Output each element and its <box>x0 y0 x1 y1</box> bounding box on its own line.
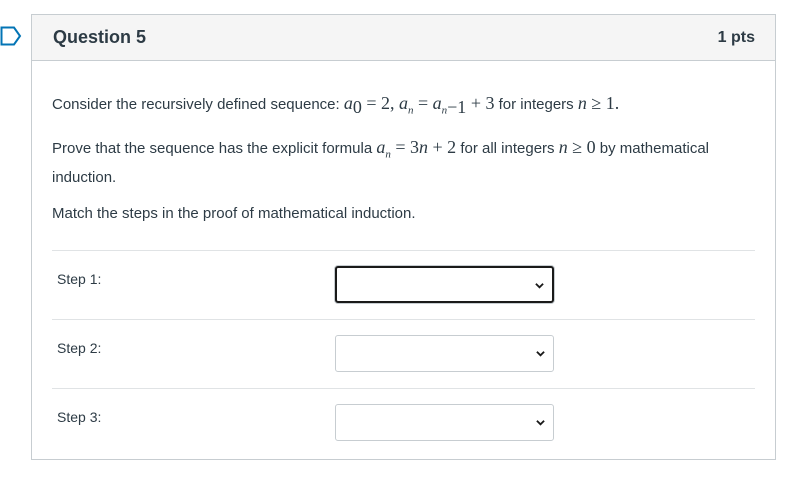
question-paragraph-1: Consider the recursively defined sequence: $a_0 = 2$, $a_n = a_{n-1} + 3$ for integers n ≥ 1. <box>52 93 620 117</box>
question-paragraph-2: Prove that the sequence has the explicit formula $a_n = 3n + 2$ for all integers n ≥ 0 by mathematical induction. <box>52 136 709 187</box>
steps-list <box>52 250 755 457</box>
question-paragraph-3: Match the steps in the proof of mathematical induction. <box>52 205 416 223</box>
question-title: Question 5 <box>53 27 147 47</box>
question-body <box>32 61 775 457</box>
question-header <box>32 15 775 61</box>
chevron-down-icon <box>535 281 544 290</box>
step-3-select[interactable] <box>335 404 554 441</box>
chevron-down-icon <box>536 418 545 427</box>
step-1-select[interactable] <box>335 266 554 303</box>
step-label: Step 1: <box>57 271 102 288</box>
bookmark-icon[interactable] <box>0 26 22 46</box>
step-row-3 <box>52 388 755 457</box>
step-label: Step 2: <box>57 340 102 357</box>
chevron-down-icon <box>536 349 545 358</box>
step-label: Step 3: <box>57 409 102 426</box>
question-points: 1 pts <box>717 28 755 46</box>
step-row-2 <box>52 319 755 388</box>
step-row-1 <box>52 250 755 319</box>
question-card <box>31 14 776 460</box>
step-2-select[interactable] <box>335 335 554 372</box>
